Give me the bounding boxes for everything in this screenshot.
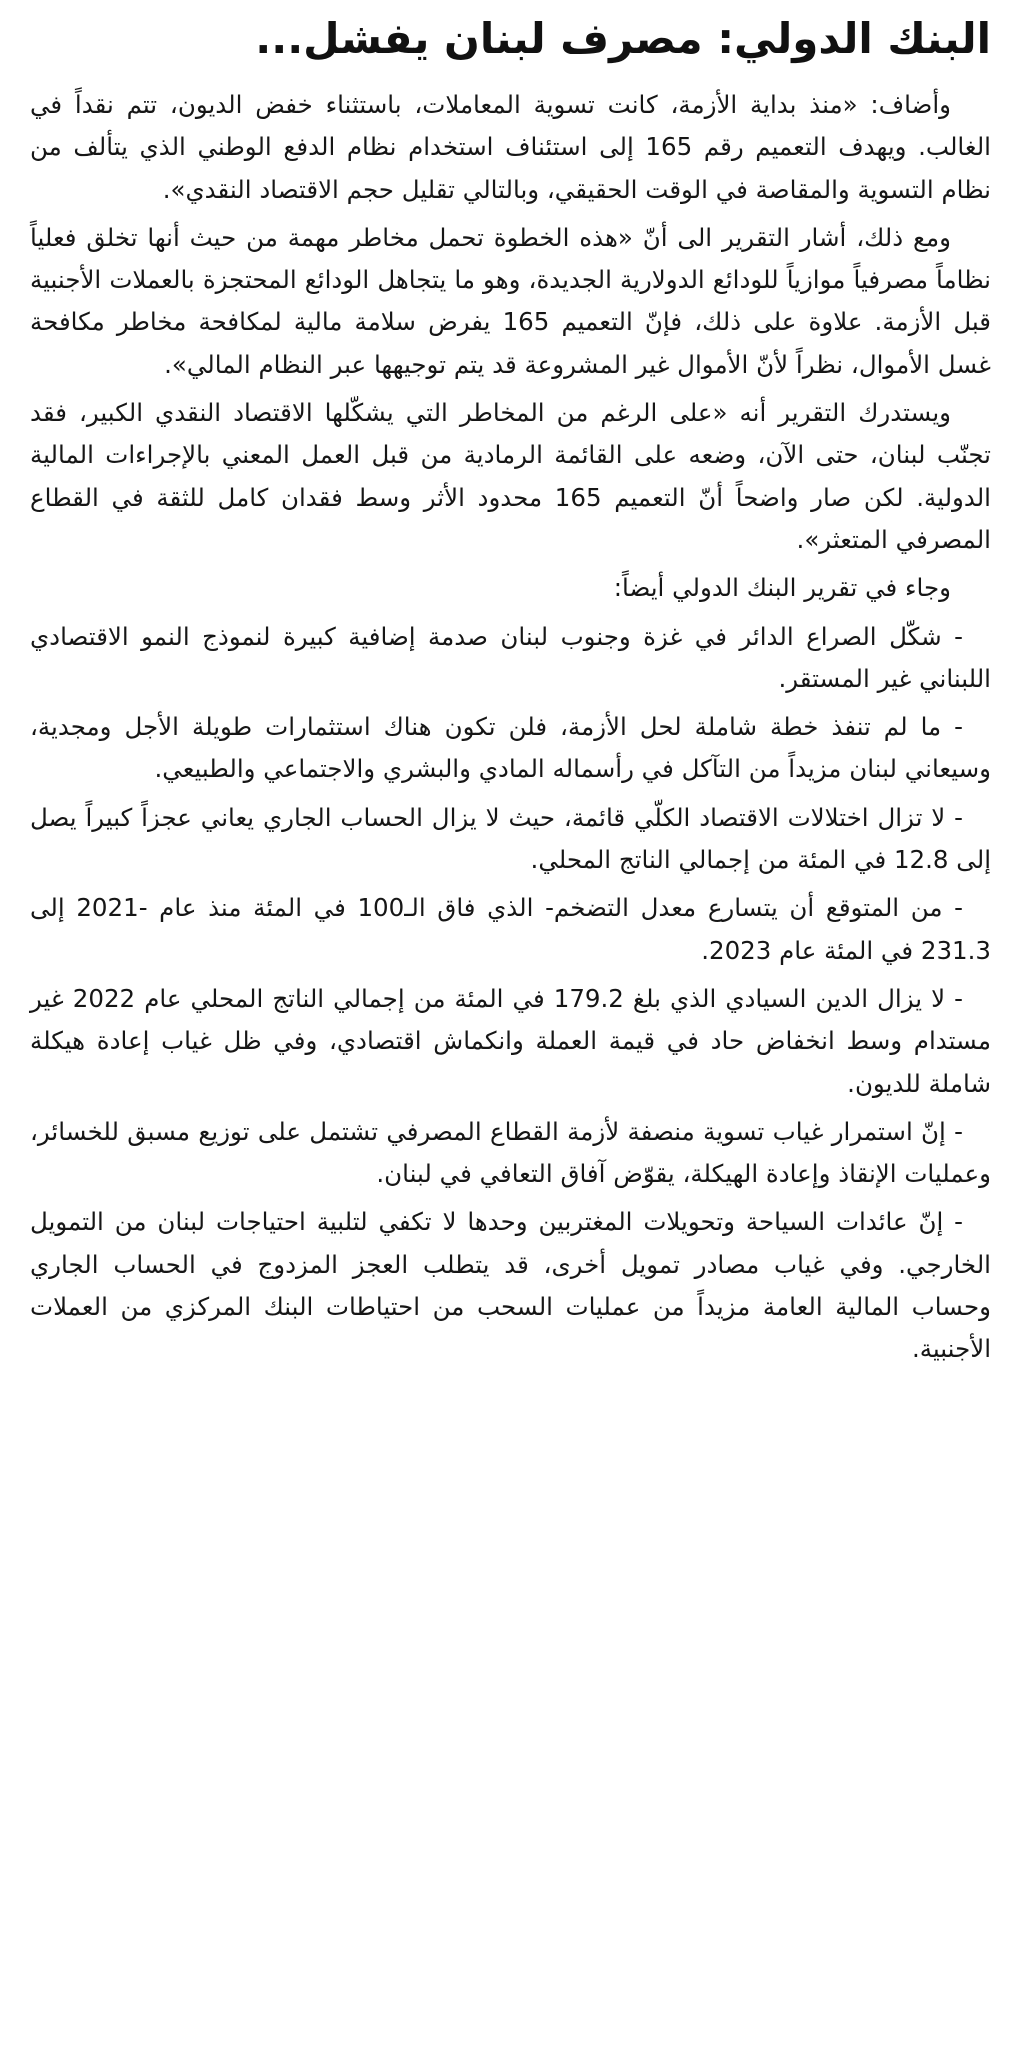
article-bullet: - لا تزال اختلالات الاقتصاد الكلّي قائمة، حيث لا يزال الحساب الجاري يعاني عجزاً كبيراً يصل إلى 12.8 في المئة من إجمالي الناتج المحلي.	[30, 802, 991, 875]
article-bullet: - من المتوقع أن يتسارع معدل التضخم- الذي فاق الـ100 في المئة منذ عام -2021 إلى 231.3 في المئة عام 2023.	[30, 893, 991, 965]
article-bullet: - شكّل الصراع الدائر في غزة وجنوب لبنان صدمة إضافية كبيرة لنموذج النمو الاقتصادي اللبناني غير المستقر.	[30, 621, 991, 693]
article-paragraph: ومع ذلك، أشار التقرير الى أنّ «هذه الخطوة تحمل مخاطر مهمة من حيث أنها تخلق فعلياً نظاماً مصرفياً موازياً للودائع الدولارية الجديدة، وهو ما يتجاهل الودائع المحتجزة بالعملات الأجنبية قبل الأزمة. علاوة على ذلك، فإنّ التعميم 165 يفرض سلامة مالية لمكافحة مخاطر مكافحة غسل الأموال، نظراً لأنّ الأموال غير المشروعة قد يتم توجيهها عبر النظام المالي».	[30, 222, 991, 379]
article-headline: البنك الدولي: مصرف لبنان يفشل...	[255, 14, 991, 63]
article-bullet: - إنّ استمرار غياب تسوية منصفة لأزمة القطاع المصرفي تشتمل على توزيع مسبق للخسائر، وعمليات الإنقاذ وإعادة الهيكلة، يقوّض آفاق التعافي في لبنان.	[30, 1116, 991, 1189]
article-paragraph: وجاء في تقرير البنك الدولي أيضاً:	[613, 573, 951, 603]
article-paragraph: ويستدرك التقرير أنه «على الرغم من المخاطر التي يشكّلها الاقتصاد النقدي الكبير، فقد تجنّب لبنان، حتى الآن، وضعه على القائمة الرمادية من قبل العمل المعني بالإجراءات المالية الدولية. لكن صار واضحاً أنّ التعميم 165 محدود الأثر وسط فقدان كامل للثقة في القطاع المصرفي المتعثر».	[30, 398, 991, 554]
article-bullet: - إنّ عائدات السياحة وتحويلات المغتربين وحدها لا تكفي لتلبية احتياجات لبنان من التمويل الخارجي. وفي غياب مصادر تمويل أخرى، قد يتطلب العجز المزدوج في الحساب الجاري وحساب المالية العامة مزيداً من عمليات السحب من احتياطات البنك المركزي من العملات الأجنبية.	[30, 1207, 991, 1364]
news-article	[30, 8, 991, 1377]
article-bullet: - لا يزال الدين السيادي الذي بلغ 179.2 في المئة من إجمالي الناتج المحلي عام 2022 غير مستدام وسط انخفاض حاد في قيمة العملة وانكماش اقتصادي، وفي ظل غياب إعادة هيكلة شاملة للديون.	[30, 983, 991, 1098]
article-paragraph: وأضاف: «منذ بداية الأزمة، كانت تسوية المعاملات، باستثناء خفض الديون، تتم نقداً في الغالب. ويهدف التعميم رقم 165 إلى استئناف استخدام نظام الدفع الوطني الذي يتألف من نظام التسوية والمقاصة في الوقت الحقيقي، وبالتالي تقليل حجم الاقتصاد النقدي».	[30, 90, 991, 204]
article-bullet: - ما لم تنفذ خطة شاملة لحل الأزمة، فلن تكون هناك استثمارات طويلة الأجل ومجدية، وسيعاني لبنان مزيداً من التآكل في رأسماله المادي والبشري والاجتماعي والطبيعي.	[30, 712, 991, 784]
